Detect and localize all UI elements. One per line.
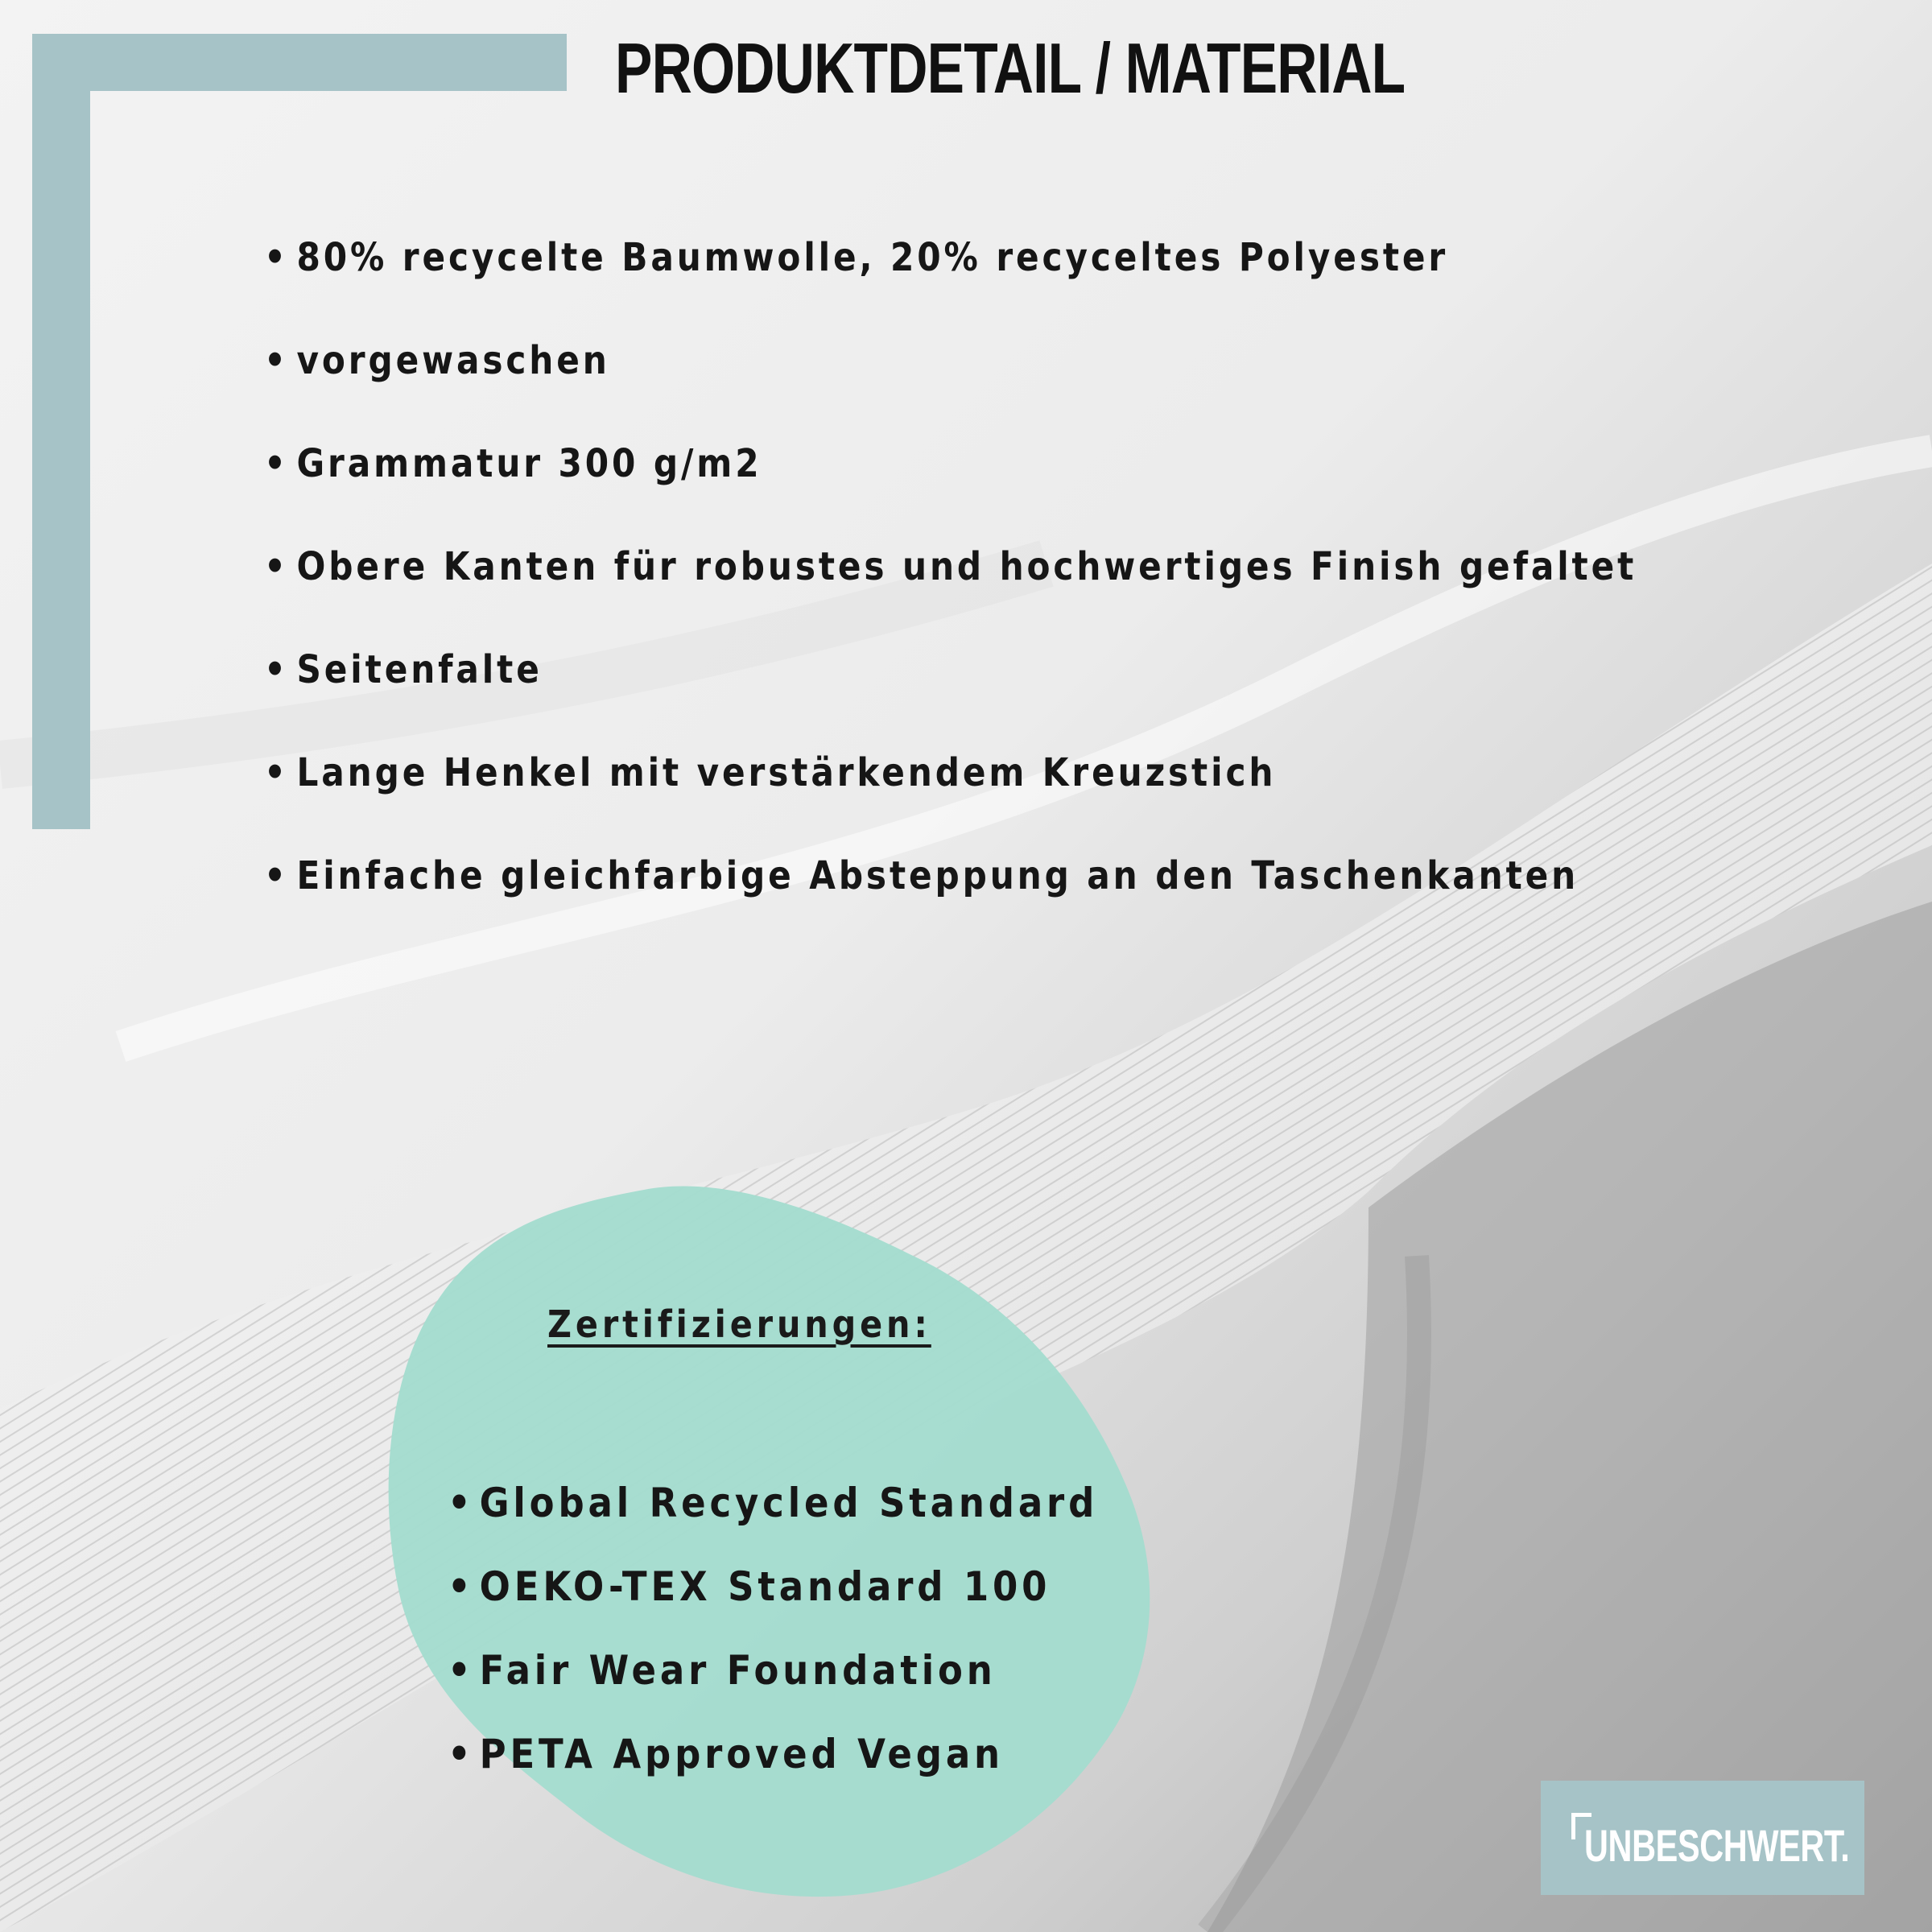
detail-item-grammage xyxy=(264,412,1637,515)
cert-item-oeko-tex xyxy=(448,1545,1098,1629)
detail-item-stitching xyxy=(264,824,1637,927)
detail-text: Einfache gleichfarbige Absteppung an den Taschenkanten xyxy=(296,853,1579,898)
detail-item-edges xyxy=(264,515,1637,618)
bullet-icon: • xyxy=(448,1647,475,1694)
detail-item-material xyxy=(264,206,1637,309)
page-title: PRODUKTDETAIL / MATERIAL xyxy=(615,28,1406,108)
cert-item-fair-wear xyxy=(448,1629,1098,1712)
cert-item-grs xyxy=(448,1461,1098,1545)
bullet-icon: • xyxy=(264,544,289,589)
detail-text: Seitenfalte xyxy=(296,647,543,692)
bullet-icon: • xyxy=(264,647,289,692)
bullet-icon: • xyxy=(448,1563,475,1610)
detail-text: Obere Kanten für robustes und hochwertiges Finish gefaltet xyxy=(296,544,1637,589)
bullet-icon: • xyxy=(448,1480,475,1526)
detail-text: vorgewaschen xyxy=(296,338,610,383)
bullet-icon: • xyxy=(264,853,289,898)
bullet-icon: • xyxy=(264,441,289,486)
bullet-icon: • xyxy=(264,235,289,280)
cert-text: Fair Wear Foundation xyxy=(479,1647,997,1694)
bullet-icon: • xyxy=(448,1731,475,1777)
detail-text: Lange Henkel mit verstärkendem Kreuzstich xyxy=(296,750,1277,795)
detail-text: Grammatur 300 g/m2 xyxy=(296,441,762,486)
product-details-list xyxy=(264,206,1824,927)
cert-text: PETA Approved Vegan xyxy=(479,1731,1004,1777)
detail-item-prewashed xyxy=(264,309,1637,412)
detail-item-handles xyxy=(264,721,1637,824)
detail-item-side-fold xyxy=(264,618,1637,721)
brand-logo xyxy=(1541,1781,1864,1895)
cert-text: OEKO-TEX Standard 100 xyxy=(479,1563,1051,1610)
bullet-icon: • xyxy=(264,338,289,383)
accent-frame-left xyxy=(32,34,90,829)
certifications-heading: Zertifizierungen: xyxy=(547,1302,931,1346)
bullet-icon: • xyxy=(264,750,289,795)
cert-item-peta xyxy=(448,1712,1098,1796)
cert-text: Global Recycled Standard xyxy=(479,1480,1099,1526)
detail-text: 80% recycelte Baumwolle, 20% recyceltes Polyester xyxy=(296,235,1449,280)
logo-text: UNBESCHWERT. xyxy=(1584,1820,1850,1871)
accent-frame-top xyxy=(32,34,567,91)
certifications-list xyxy=(448,1461,1170,1796)
